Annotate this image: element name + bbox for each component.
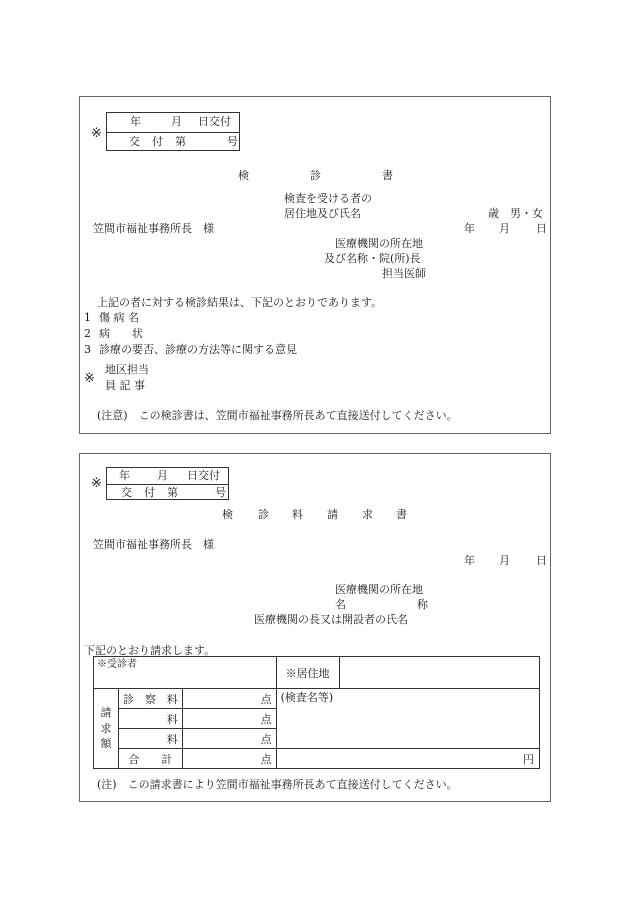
officer-label-1: 地区担当 — [105, 363, 149, 376]
age-sex-field: 歳 男・女 — [488, 207, 543, 220]
officer-label-2: 員 記 事 — [105, 379, 145, 392]
institution-location-label: 医療機関の所在地 — [335, 237, 423, 250]
claim-char: 請 — [100, 705, 112, 719]
total-yen-cell[interactable] — [276, 749, 539, 769]
title-char: 検 — [238, 169, 249, 182]
title-char: 求 — [362, 508, 373, 521]
request-text: 下記のとおり請求します。 — [84, 644, 216, 657]
stamp-number: 第 — [167, 485, 178, 499]
stamp-issue: 交 — [129, 134, 140, 148]
date-year: 年 — [464, 222, 475, 235]
addressee: 笠間市福祉事務所長 様 — [93, 538, 214, 551]
fee-points-cell[interactable] — [182, 729, 276, 749]
institution-location-label: 医療機関の所在地 — [335, 583, 423, 596]
residence-label-cell — [276, 657, 339, 689]
stamp-go: 号 — [227, 134, 238, 148]
points-unit: 点 — [260, 692, 272, 706]
stamp-year: 年 — [119, 469, 130, 482]
asterisk-mark: ※ — [84, 371, 95, 386]
title-char: 書 — [396, 508, 407, 521]
date-day: 日 — [536, 222, 547, 235]
fee-label: 料 — [166, 732, 178, 746]
points-unit: 点 — [260, 732, 272, 746]
stamp-month: 月 — [171, 115, 182, 128]
stamp-attach: 付 — [144, 485, 155, 499]
patient-label: ※受診者 — [97, 659, 137, 670]
stamp-month: 月 — [157, 469, 168, 482]
points-unit: 点 — [260, 752, 272, 766]
stamp-year: 年 — [130, 115, 141, 128]
intro-text: 上記の者に対する検診結果は、下記のとおりであります。 — [97, 296, 383, 309]
title-char: 検 — [222, 508, 233, 521]
exam-name-label: (検査名等) — [280, 691, 334, 704]
fee-label-cell[interactable] — [118, 709, 182, 729]
date-month: 月 — [499, 222, 510, 235]
date-day: 日 — [536, 554, 547, 567]
note-text: (注) この請求書により笠間市福祉事務所長あて直接送付してください。 — [97, 778, 458, 791]
claim-amount-label-cell — [94, 689, 119, 769]
doctor-label: 担当医師 — [382, 267, 426, 280]
stamp-day-issue: 日交付 — [187, 469, 220, 482]
examinee-label-2: 居住地及び氏名 — [284, 207, 361, 220]
issue-stamp-box — [106, 467, 229, 500]
item-label-opinion: 診療の要否、診療の方法等に関する意見 — [99, 343, 297, 356]
total-label: 合 計 — [128, 752, 173, 766]
total-points-cell[interactable] — [182, 749, 276, 769]
claim-char: 求 — [100, 721, 112, 735]
date-month: 月 — [499, 554, 510, 567]
item-label-symptoms: 病 状 — [99, 327, 143, 340]
patient-cell[interactable] — [94, 657, 277, 689]
head-name-label: 医療機関の長又は開設者の氏名 — [254, 613, 408, 626]
points-unit: 点 — [260, 712, 272, 726]
date-year: 年 — [464, 554, 475, 567]
exam-name-cell[interactable] — [276, 689, 539, 749]
residence-cell[interactable] — [339, 657, 540, 689]
asterisk-mark: ※ — [91, 126, 102, 141]
stamp-day-issue: 日交付 — [198, 115, 231, 128]
issue-stamp-box — [106, 112, 240, 151]
institution-name-label: 及び名称・院(所)長 — [324, 252, 421, 265]
fee-points-cell[interactable] — [182, 709, 276, 729]
stamp-number: 第 — [175, 134, 186, 148]
fee-label-cell — [118, 689, 182, 709]
note-text: (注意) この検診書は、笠間市福祉事務所長あて直接送付してください。 — [97, 409, 458, 422]
addressee: 笠間市福祉事務所長 様 — [93, 222, 214, 235]
stamp-go: 号 — [215, 485, 226, 499]
fee-points-cell[interactable] — [182, 689, 276, 709]
item-number: 1 — [84, 311, 91, 324]
title-char: 料 — [292, 508, 303, 521]
name-label-2: 称 — [417, 598, 428, 611]
yen-unit: 円 — [523, 752, 534, 766]
fee-label: 料 — [166, 712, 178, 726]
name-label-1: 名 — [335, 598, 346, 611]
item-number: 3 — [84, 343, 91, 356]
stamp-attach: 付 — [152, 134, 163, 148]
item-number: 2 — [84, 327, 91, 340]
examinee-label-1: 検査を受ける者の — [284, 192, 372, 205]
asterisk-mark: ※ — [91, 476, 102, 491]
residence-label: ※居住地 — [285, 666, 330, 680]
title-char: 書 — [382, 169, 393, 182]
item-label-diagnosis: 傷 病 名 — [99, 311, 139, 324]
total-label-cell — [118, 749, 182, 769]
stamp-issue: 交 — [121, 485, 132, 499]
fee-label-cell[interactable] — [118, 729, 182, 749]
title-char: 診 — [258, 508, 269, 521]
claim-char: 額 — [100, 737, 112, 751]
title-char: 診 — [310, 169, 321, 182]
claim-table — [93, 656, 540, 769]
consultation-fee-label: 診 察 料 — [122, 692, 178, 706]
title-char: 請 — [327, 508, 338, 521]
